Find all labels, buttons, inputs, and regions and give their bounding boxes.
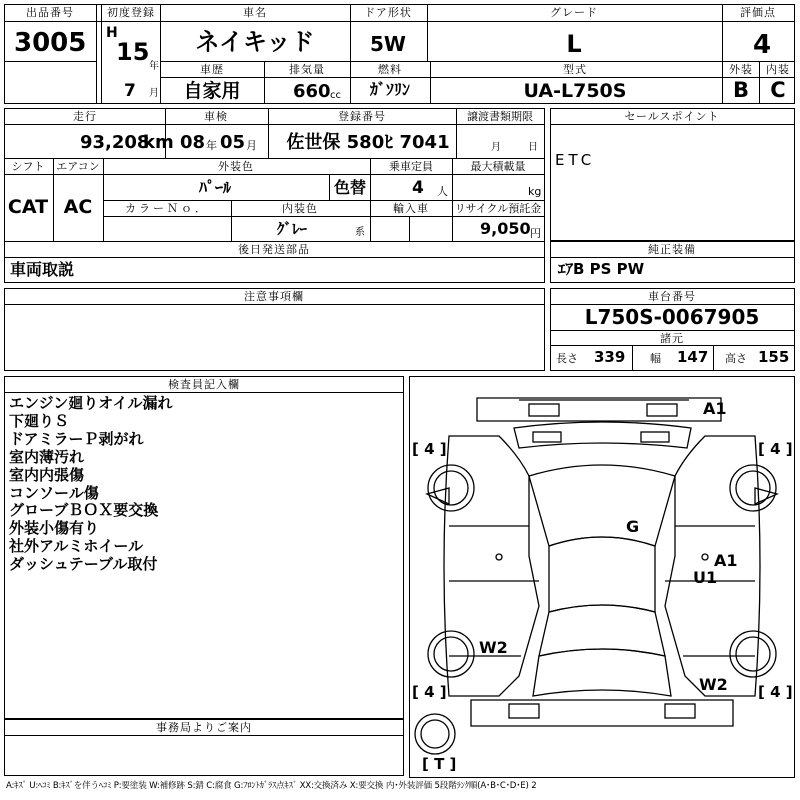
first-reg-label: 初度登録: [107, 6, 155, 19]
recycle-unit: 円: [530, 227, 541, 240]
exterior-color-label: 外装色: [218, 160, 254, 173]
doors-label: ドア形状: [364, 6, 412, 19]
genuine-equipment-value: ｴｱB PS PW: [558, 260, 645, 278]
capacity-unit: 人: [437, 185, 448, 198]
later-parts-label: 後日発送部品: [238, 243, 310, 256]
fuel-value: ｶﾞｿﾘﾝ: [369, 80, 411, 99]
first-reg-month: 7: [124, 81, 136, 101]
inspector-line: コンソール傷: [9, 483, 99, 502]
mark-right-rear: W2: [699, 675, 728, 694]
aircon-label: エアコン: [56, 160, 100, 173]
lot-number: 3005: [14, 28, 87, 58]
max-load-label: 最大積載量: [470, 160, 526, 173]
interior-color-value: ｸﾞﾚｰ: [276, 220, 308, 238]
length-value: 339: [594, 348, 626, 366]
front-bumper: [477, 398, 721, 421]
inspector-line: 室内内張傷: [9, 465, 85, 484]
displacement-value: 660: [293, 81, 331, 102]
office-notice-label: 事務局よりご案内: [156, 721, 252, 734]
right-door-handle: [702, 554, 708, 560]
height-value: 155: [758, 348, 790, 366]
notes-label: 注意事項欄: [244, 290, 304, 303]
front-light-left: [529, 404, 559, 416]
left-side: [444, 436, 539, 696]
sales-point-value: ETC: [555, 151, 596, 169]
history-label: 車歴: [200, 63, 224, 76]
recycle-label: リサイクル預託金: [454, 202, 542, 215]
grade-label: グレード: [550, 6, 598, 19]
inspection-month-unit: 月: [246, 139, 257, 152]
roof: [549, 537, 655, 612]
tire-front-right: [ 4 ]: [758, 440, 793, 458]
first-reg-era: H: [106, 25, 118, 41]
rear-lamp-left: [509, 704, 539, 718]
spare-tire-label: [ T ]: [422, 755, 457, 773]
inspector-line: 外装小傷有り: [9, 519, 100, 538]
mark-right-door: A1: [714, 551, 738, 570]
inspector-line: グローブＢＯＸ要交換: [9, 501, 159, 520]
genuine-equipment-label: 純正装備: [648, 243, 696, 256]
shift-value: CAT: [7, 196, 49, 218]
import-label: 輸入車: [393, 202, 429, 215]
fuel-label: 燃料: [378, 63, 402, 76]
mark-front-bumper: A1: [703, 399, 727, 418]
front-light-right: [647, 404, 677, 416]
model-code-label: 型式: [563, 63, 587, 76]
rear-lamp-right: [665, 704, 695, 718]
tire-rear-left: [ 4 ]: [412, 683, 447, 701]
interior-color-label: 内装色: [282, 202, 318, 215]
mileage-label: 走行: [73, 110, 97, 123]
first-reg-year: 15: [116, 38, 150, 66]
color-no-label: カラーＮｏ．: [125, 202, 209, 215]
inspector-label: 検査員記入欄: [168, 378, 240, 391]
inspection-year-unit: 年: [206, 139, 217, 152]
interior-grade-label: 内装: [766, 63, 790, 76]
score-label: 評価点: [740, 6, 776, 19]
first-reg-year-unit: 年: [149, 61, 159, 72]
first-reg-month-unit: 月: [149, 88, 159, 99]
specs-label: 諸元: [660, 332, 684, 345]
exterior-grade-label: 外装: [729, 63, 753, 76]
headlamp-left: [533, 432, 561, 442]
inspection-year: 08: [180, 132, 206, 153]
color-changed-tag: 色替: [333, 178, 367, 197]
inspection-label: 車検: [204, 110, 228, 123]
later-parts-value: 車両取説: [10, 260, 75, 279]
transfer-day-unit: 日: [528, 142, 538, 153]
inspector-line: ドアミラーＰ剥がれ: [9, 429, 144, 448]
height-label: 高さ: [725, 352, 747, 365]
transfer-month-unit: 月: [491, 142, 501, 153]
width-value: 147: [677, 348, 709, 366]
chassis-value: L750S-0067905: [584, 305, 760, 329]
inspector-line: エンジン廻りオイル漏れ: [9, 394, 173, 412]
exterior-grade-value: B: [732, 78, 750, 102]
mark-windshield: G: [626, 517, 640, 536]
displacement-unit: cc: [330, 90, 341, 101]
headlamp-right: [641, 432, 669, 442]
lot-label: 出品番号: [26, 6, 74, 19]
width-label: 幅: [650, 352, 661, 365]
sales-point-box: [550, 108, 795, 241]
left-door-handle: [496, 554, 502, 560]
mileage-value: 93,208: [80, 132, 150, 153]
doors-value: 5W: [370, 32, 406, 56]
hood: [514, 422, 691, 448]
model-name: ネイキッド: [195, 28, 315, 56]
mark-right-sill: U1: [693, 568, 718, 587]
model-code-value: UA-L750S: [523, 80, 627, 102]
interior-color-suffix: 系: [355, 227, 365, 238]
left-door-lines: [449, 526, 539, 656]
plate-value: 佐世保 580ﾋ 7041: [286, 132, 450, 153]
interior-grade-value: C: [770, 78, 786, 102]
legend: A:ｷｽﾞ U:ﾍｺﾐ B:ｷｽﾞを伴うﾍｺﾐ P:要塗装 W:補修跡 S:錆 C:腐食 G:ﾌﾛﾝﾄｶﾞﾗｽ点ｷｽﾞ XX:交換済み X:要交換 内･外装評価 5段階ﾗﾝｸ順(A･B･C･D･E) 2: [6, 781, 537, 791]
car-diagram: [409, 376, 795, 778]
inspector-line: 社外アルミホイール: [9, 537, 144, 556]
transfer-deadline-label: 譲渡書類期限: [467, 110, 533, 123]
chassis-label: 車台番号: [648, 290, 696, 303]
windshield: [529, 465, 675, 546]
tire-rear-right: [ 4 ]: [758, 683, 793, 701]
right-door-lines: [665, 526, 755, 656]
displacement-label: 排気量: [289, 63, 325, 76]
model-name-label: 車名: [243, 6, 267, 19]
score-value: 4: [752, 30, 772, 60]
mileage-unit: km: [143, 132, 174, 153]
plate-label: 登録番号: [338, 110, 386, 123]
rear-hatch: [533, 649, 671, 696]
capacity-label: 乗車定員: [389, 160, 433, 173]
inspector-line: 下廻りＳ: [9, 411, 70, 430]
grade-value: L: [566, 30, 582, 58]
sales-point-label: セールスポイント: [624, 110, 720, 123]
shift-label: シフト: [11, 160, 45, 173]
length-label: 長さ: [556, 352, 578, 365]
aircon-value: AC: [63, 196, 93, 218]
mark-left-rear: W2: [479, 638, 508, 657]
inspector-notes: [9, 395, 173, 574]
history-value: 自家用: [183, 80, 241, 102]
inspector-line: ダッシュテーブル取付: [9, 555, 158, 574]
inspection-month: 05: [220, 132, 246, 153]
recycle-value: 9,050: [480, 219, 531, 238]
tire-front-left: [ 4 ]: [412, 440, 447, 458]
right-side: [665, 436, 760, 696]
inspector-line: 室内薄汚れ: [9, 447, 85, 466]
exterior-color-value: ﾊﾟｰﾙ: [198, 178, 232, 197]
max-load-unit: kg: [528, 185, 542, 198]
capacity-value: 4: [412, 178, 424, 198]
